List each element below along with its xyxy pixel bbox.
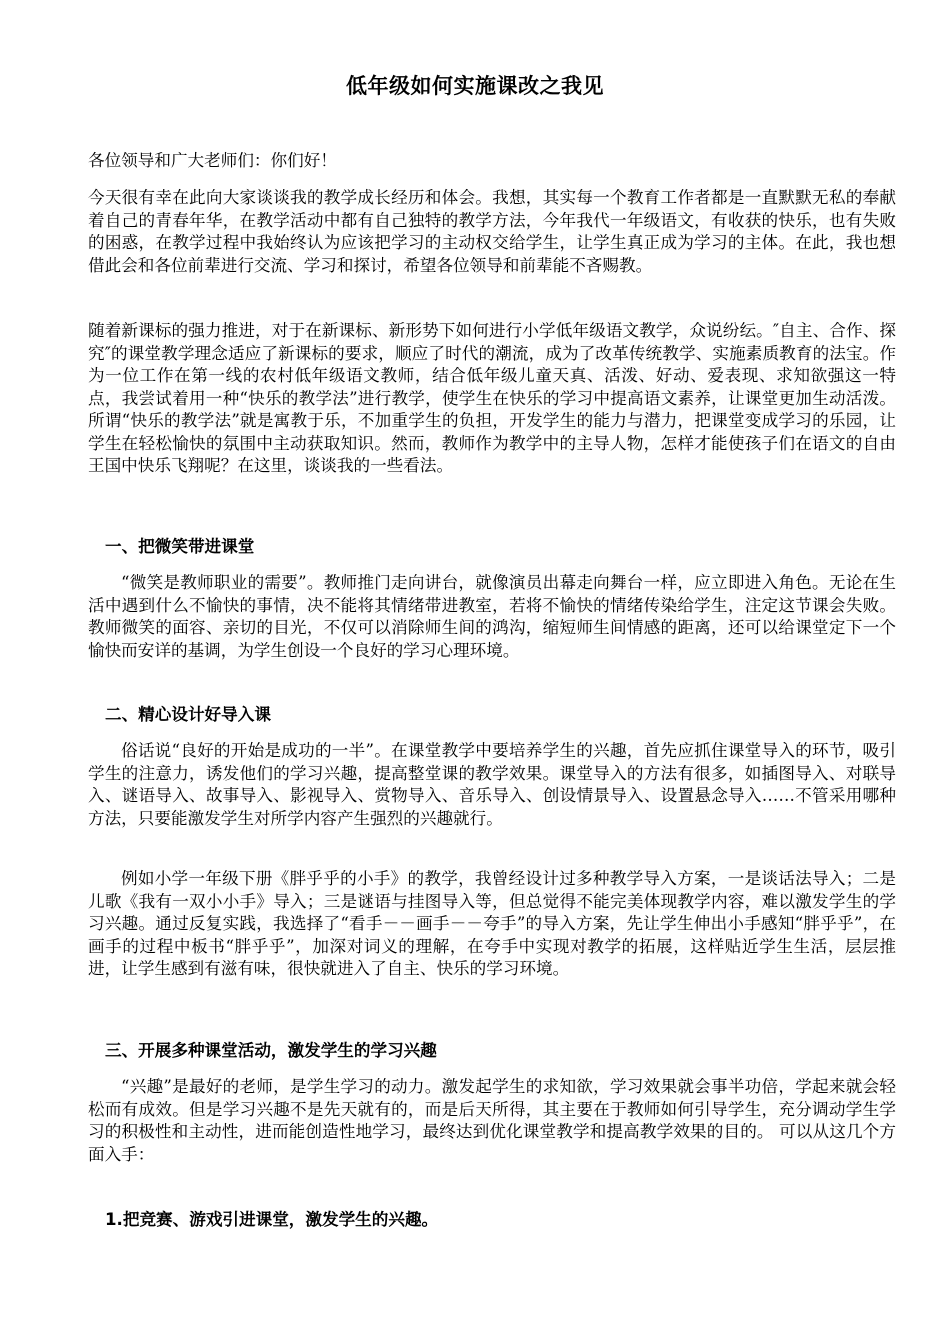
paragraph-example: 例如小学一年级下册《胖乎乎的小手》的教学，我曾经设计过多种教学导入方案，一是谈话法导入；二是儿歌《我有一双小小手》导入；三是谜语与挂图导入等，但总觉得不能完美体现教学内容，难以激发学生的学习兴趣。通过反复实践，我选择了“看手－－画手－－夸手”的导入方案，先让学生伸出小手感知“胖乎乎”，在画手的过程中板书“胖乎乎”，加深对词义的理解，在夸手中实现对教学的拓展，这样贴近学生生活，层层推进，让学生感到有滋有味，很快就进入了自主、快乐的学习环境。 — [88, 869, 896, 978]
paragraph-interest: “兴趣”是最好的老师，是学生学习的动力。激发起学生的求知欲，学习效果就会事半功倍，学起来就会轻松而有成效。但是学习兴趣不是先天就有的，而是后天所得，其主要在于教师如何引导学生，充分调动学生学习的积极性和主动性，进而能创造性地学习，最终达到优化课堂教学和提高教学效果的目的。 可以从这几个方面入手： — [88, 1077, 896, 1164]
document-title: 低年级如何实施课改之我见 — [346, 73, 604, 98]
section-heading-1: 一、把微笑带进课堂 — [105, 537, 255, 556]
paragraph-smile: “微笑是教师职业的需要”。教师推门走向讲台，就像演员出幕走向舞台一样，应立即进入角色。无论在生活中遇到什么不愉快的事情，决不能将其情绪带进教室，若将不愉快的情绪传染给学生，注定这节课会失败。教师微笑的面容、亲切的目光，不仅可以消除师生间的鸿沟，缩短师生间情感的距离，还可以给课堂定下一个愉快而安详的基调，为学生创设一个良好的学习心理环境。 — [88, 573, 896, 660]
greeting: 各位领导和广大老师们：你们好！ — [88, 151, 337, 170]
paragraph-introduction-methods: 俗话说“良好的开始是成功的一半”。在课堂教学中要培养学生的兴趣，首先应抓住课堂导入的环节，吸引学生的注意力，诱发他们的学习兴趣，提高整堂课的教学效果。课堂导入的方法有很多，如插图导入、对联导入、谜语导入、故事导入、影视导入、赏物导入、音乐导入、创设情景导入、设置悬念导入……不管采用哪种方法，只要能激发学生对所学内容产生强烈的兴趣就行。 — [88, 741, 896, 828]
subsection-heading-1: 1.把竞赛、游戏引进课堂，激发学生的兴趣。 — [105, 1210, 439, 1229]
paragraph-intro: 今天很有幸在此向大家谈谈我的教学成长经历和体会。我想，其实每一个教育工作者都是一直默默无私的奉献着自己的青春年华，在教学活动中都有自己独特的教学方法，今年我代一年级语文，有收获的快乐，也有失败的困惑，在教学过程中我始终认为应该把学习的主动权交给学生，让学生真正成为学习的主体。在此，我也想借此会和各位前辈进行交流、学习和探讨，希望各位领导和前辈能不吝赐教。 — [88, 188, 896, 275]
paragraph-background: 随着新课标的强力推进，对于在新课标、新形势下如何进行小学低年级语文教学，众说纷纭。″自主、合作、探究″的课堂教学理念适应了新课标的要求，顺应了时代的潮流，成为了改革传统教学、实施素质教育的法宝。作为一位工作在第一线的农村低年级语文教师，结合低年级儿童天真、活泼、好动、爱表现、求知欲强这一特点，我尝试着用一种“快乐的教学法”进行教学，使学生在快乐的学习中提高语文素养，让课堂更加生动活泼。所谓“快乐的教学法”就是寓教于乐，不加重学生的负担，开发学生的能力与潜力，把课堂变成学习的乐园，让学生在轻松愉快的氛围中主动获取知识。然而，教师作为教学中的主导人物，怎样才能使孩子们在语文的自由王国中快乐飞翔呢？在这里，谈谈我的一些看法。 — [88, 321, 896, 475]
section-heading-2: 二、精心设计好导入课 — [105, 705, 271, 724]
section-heading-3: 三、开展多种课堂活动，激发学生的学习兴趣 — [105, 1041, 437, 1060]
